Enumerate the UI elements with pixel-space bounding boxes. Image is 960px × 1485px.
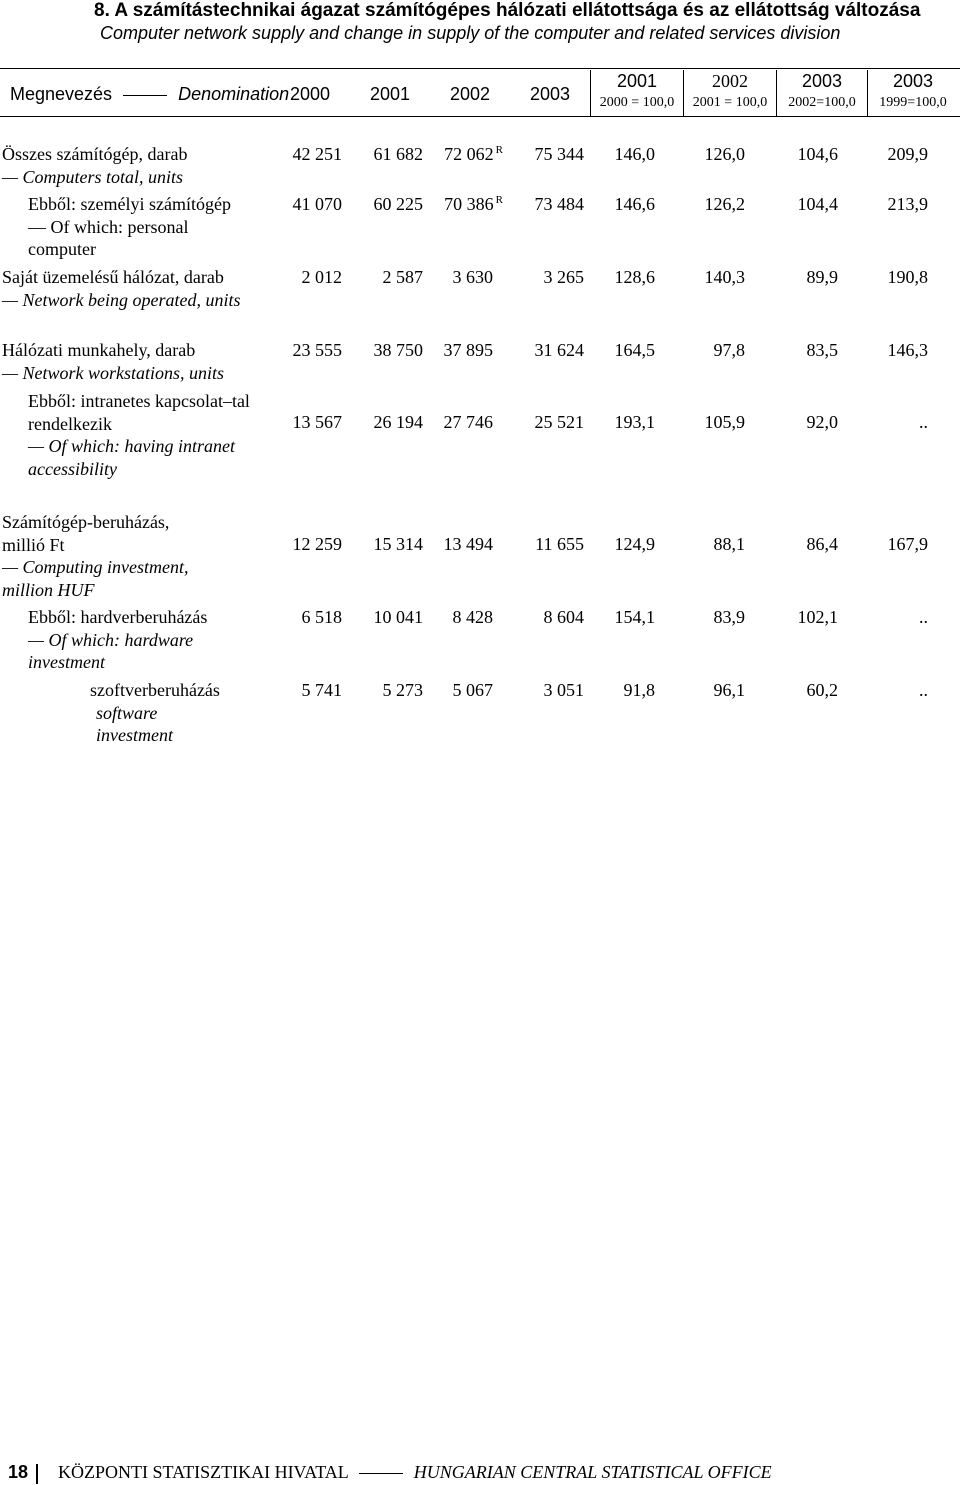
index-header-4	[868, 70, 958, 114]
table-cell	[807, 411, 839, 433]
table-cell	[544, 606, 585, 628]
cell-value: 167,9	[887, 534, 928, 554]
row-label-en: — Of which: having intranet accessibility	[28, 436, 235, 479]
cell-value: 193,1	[614, 412, 655, 432]
dash-divider	[123, 95, 167, 96]
cell-value: 89,9	[806, 267, 838, 287]
table-cell	[302, 266, 343, 288]
cell-value: ..	[919, 680, 928, 700]
table-cell	[544, 266, 585, 288]
cell-value: 72 062	[444, 144, 494, 164]
denomination-hu: Megnevezés	[10, 84, 113, 104]
cell-value: 146,3	[887, 340, 928, 360]
table-cell	[374, 193, 424, 215]
cell-value: ..	[919, 607, 928, 627]
table-cell	[374, 339, 424, 361]
table-cell	[535, 533, 584, 555]
table-cell	[714, 606, 746, 628]
table-cell	[888, 143, 929, 165]
cell-value: ..	[919, 412, 928, 432]
cell-value: 96,1	[713, 680, 745, 700]
table-cell	[615, 266, 656, 288]
cell-value: 146,6	[614, 194, 655, 214]
cell-value: 3 051	[543, 680, 584, 700]
table-cell	[888, 193, 929, 215]
table-cell	[535, 193, 585, 215]
table-cell	[453, 266, 494, 288]
table-cell	[453, 606, 494, 628]
cell-value: 92,0	[806, 412, 838, 432]
index-year: 2003	[801, 71, 843, 91]
revised-mark: R	[495, 144, 503, 156]
cell-value: 104,4	[797, 194, 838, 214]
table-cell	[807, 266, 839, 288]
table-cell	[444, 411, 494, 433]
table-cell	[544, 679, 585, 701]
cell-value: 70 386	[444, 194, 494, 214]
index-year: 2002	[712, 71, 748, 91]
table-cell	[705, 143, 746, 165]
table-cell	[705, 411, 746, 433]
cell-value: 12 259	[292, 534, 342, 554]
cell-value: 126,0	[704, 144, 745, 164]
table-cell	[798, 606, 839, 628]
cell-value: 209,9	[887, 144, 928, 164]
cell-value: 38 750	[373, 340, 423, 360]
table-cell	[888, 533, 929, 555]
cell-value: 75 344	[534, 144, 584, 164]
table-cell	[919, 606, 928, 628]
cell-value: 15 314	[373, 534, 423, 554]
row-label-hu: Ebből: hardverberuházás	[28, 607, 208, 627]
table-cell	[374, 143, 424, 165]
cell-value: 73 484	[534, 194, 584, 214]
cell-value: 25 521	[534, 412, 584, 432]
cell-value: 126,2	[704, 194, 745, 214]
index-header-1	[591, 70, 683, 114]
index-base: 2001 = 100,0	[692, 95, 768, 110]
index-base: 2000 = 100,0	[599, 95, 675, 110]
org-en: HUNGARIAN CENTRAL STATISTICAL OFFICE	[413, 1462, 772, 1482]
table-cell	[293, 143, 343, 165]
cell-value: 105,9	[704, 412, 745, 432]
row-label-hu: Ebből: intranetes kapcsolat–tal rendelkezik	[28, 391, 250, 434]
table-cell	[293, 533, 343, 555]
cell-value: 190,8	[887, 267, 928, 287]
cell-value: 124,9	[614, 534, 655, 554]
table-cell	[615, 533, 656, 555]
row-label-network-workstations	[2, 339, 272, 384]
cell-value: 154,1	[614, 607, 655, 627]
table-cell	[374, 411, 424, 433]
cell-value: 31 624	[534, 340, 584, 360]
index-header-3	[777, 70, 867, 114]
table-cell	[293, 411, 343, 433]
cell-value: 83,9	[713, 607, 745, 627]
table-subtitle: Computer network supply and change in supply of the computer and related services division	[100, 23, 841, 43]
row-label-en: software investment	[96, 702, 173, 745]
table-cell	[302, 679, 343, 701]
year-header-2000: 2000	[289, 84, 331, 104]
row-label-hu: Hálózati munkahely, darab	[2, 340, 196, 360]
footer-separator	[36, 1464, 38, 1484]
page-number: 18	[8, 1462, 29, 1482]
table-title: 8. A számítástechnikai ágazat számítógépes hálózati ellátottsága és az ellátottság változása	[94, 0, 921, 21]
year-header-2002: 2002	[449, 84, 491, 104]
cell-value: 37 895	[443, 340, 493, 360]
table-cell	[293, 193, 343, 215]
cell-value: 26 194	[373, 412, 423, 432]
header-bottom-rule	[0, 116, 960, 117]
table-cell	[919, 411, 928, 433]
table-cell	[714, 339, 746, 361]
table-cell	[615, 606, 656, 628]
cell-value: 27 746	[443, 412, 493, 432]
cell-value: 42 251	[292, 144, 342, 164]
cell-value: 102,1	[797, 607, 838, 627]
table-cell	[383, 266, 424, 288]
table-cell	[374, 606, 424, 628]
table-cell	[453, 679, 494, 701]
table-cell	[444, 143, 503, 165]
row-label-en: — Of which: personal computer	[28, 216, 189, 259]
denomination-en: Denomination	[178, 84, 290, 104]
table-cell	[714, 679, 746, 701]
cell-value: 104,6	[797, 144, 838, 164]
cell-value: 5 741	[301, 680, 342, 700]
table-cell	[624, 679, 656, 701]
cell-value: 146,0	[614, 144, 655, 164]
cell-value: 8 604	[543, 607, 584, 627]
row-label-computing-investment	[2, 511, 242, 601]
row-label-network-operated	[2, 266, 262, 311]
row-label-hu: Saját üzemelésű hálózat, darab	[2, 267, 224, 287]
cell-value: 13 567	[292, 412, 342, 432]
row-label-hu: Összes számítógép, darab	[2, 144, 188, 164]
dash-divider	[359, 1473, 403, 1474]
cell-value: 3 265	[543, 267, 584, 287]
year-header-2003: 2003	[529, 84, 571, 104]
page-footer	[8, 1462, 772, 1484]
cell-value: 6 518	[301, 607, 342, 627]
table-cell	[302, 606, 343, 628]
cell-value: 3 630	[452, 267, 493, 287]
cell-value: 91,8	[623, 680, 655, 700]
header-top-rule	[0, 68, 960, 69]
table-cell	[807, 533, 839, 555]
table-cell	[535, 339, 585, 361]
index-year: 2003	[892, 71, 934, 91]
cell-value: 5 067	[452, 680, 493, 700]
row-label-hardware-investment	[28, 606, 258, 674]
cell-value: 128,6	[614, 267, 655, 287]
row-label-hu: Ebből: személyi számítógép	[28, 194, 231, 214]
table-cell	[888, 266, 929, 288]
cell-value: 213,9	[887, 194, 928, 214]
row-label-en: — Network being operated, units	[2, 289, 241, 310]
cell-value: 13 494	[443, 534, 493, 554]
table-cell	[798, 193, 839, 215]
table-cell	[714, 533, 746, 555]
table-cell	[383, 679, 424, 701]
year-header-2001: 2001	[369, 84, 411, 104]
cell-value: 60,2	[806, 680, 838, 700]
row-label-software-investment	[90, 679, 240, 747]
cell-value: 41 070	[292, 194, 342, 214]
denomination-header	[10, 84, 289, 105]
table-cell	[444, 193, 503, 215]
cell-value: 61 682	[373, 144, 423, 164]
row-label-en: — Computers total, units	[2, 166, 184, 187]
cell-value: 8 428	[452, 607, 493, 627]
table-cell	[615, 339, 656, 361]
table-cell	[615, 193, 656, 215]
table-cell	[535, 143, 585, 165]
table-cell	[535, 411, 585, 433]
row-label-hu: Számítógép-beruházás, millió Ft	[2, 512, 170, 555]
row-label-personal-computer	[28, 193, 268, 261]
table-cell	[807, 679, 839, 701]
table-cell	[444, 339, 494, 361]
cell-value: 97,8	[713, 340, 745, 360]
index-base: 1999=100,0	[879, 95, 947, 110]
cell-value: 140,3	[704, 267, 745, 287]
table-cell	[807, 339, 839, 361]
table-cell	[705, 193, 746, 215]
cell-value: 2 587	[382, 267, 423, 287]
table-cell	[798, 143, 839, 165]
cell-value: 60 225	[373, 194, 423, 214]
row-label-en: — Of which: hardware investment	[28, 629, 194, 672]
table-cell	[293, 339, 343, 361]
row-label-intranet	[28, 390, 266, 480]
cell-value: 88,1	[713, 534, 745, 554]
row-label-computers-total	[2, 143, 272, 188]
org-hu: KÖZPONTI STATISZTIKAI HIVATAL	[58, 1462, 349, 1482]
cell-value: 10 041	[373, 607, 423, 627]
table-cell	[615, 411, 656, 433]
table-cell	[374, 533, 424, 555]
revised-mark: R	[495, 194, 503, 206]
cell-value: 2 012	[301, 267, 342, 287]
cell-value: 11 655	[535, 534, 584, 554]
cell-value: 164,5	[614, 340, 655, 360]
table-cell	[888, 339, 929, 361]
cell-value: 23 555	[292, 340, 342, 360]
table-cell	[615, 143, 656, 165]
cell-value: 5 273	[382, 680, 423, 700]
cell-value: 86,4	[806, 534, 838, 554]
cell-value: 83,5	[806, 340, 838, 360]
index-header-2	[684, 70, 776, 114]
table-cell	[705, 266, 746, 288]
table-cell	[444, 533, 494, 555]
index-base: 2002=100,0	[788, 95, 856, 110]
row-label-hu: szoftverberuházás	[90, 680, 220, 700]
table-cell	[919, 679, 928, 701]
row-label-en: — Network workstations, units	[2, 362, 225, 383]
row-label-en: — Computing investment, million HUF	[2, 557, 189, 600]
index-year: 2001	[616, 71, 658, 91]
